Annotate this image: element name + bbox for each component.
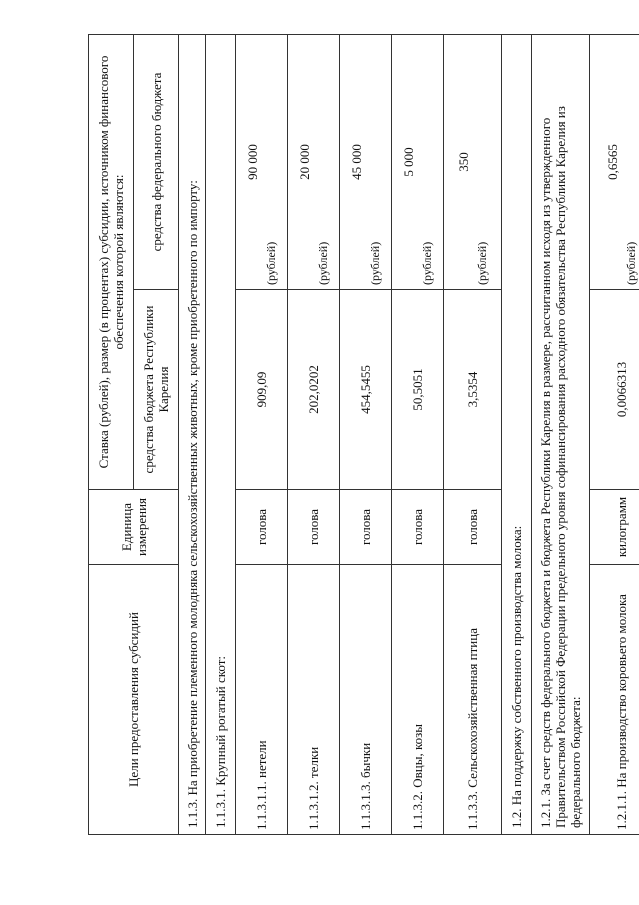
row-federal [392,34,444,289]
row-federal [288,34,340,289]
header-unit: Единица измерения [89,490,179,565]
federal-value: 45 000 [348,144,364,180]
header-rate: Ставка (рублей), размер (в процентах) субсидии, источником финансового обеспечения которой являются: [89,34,134,489]
row-suffix: (рублей) [315,241,330,285]
table-row [288,34,340,834]
row-federal [590,34,639,289]
row-goal: 1.1.3.3. Сельскохозяйственная птица [444,565,502,835]
row-regional: 50,5051 [392,290,444,490]
row-suffix: (рублей) [474,241,489,285]
table-row [236,34,288,834]
row-regional: 0,0066313 [590,290,639,490]
header-goals: Цели предоставления субсидий [89,565,179,835]
row-federal [236,34,288,289]
table-row [340,34,392,834]
section-1-2-1: 1.2.1. За счет средств федерального бюджета и бюджета Республики Карелия в размере, рассчитанном исходя из утвержденного Правительством Российской Федерации предельного уровня софинансирования расходного обязательства Республики Карелия из федерального бюджета: [532,34,590,834]
table-row [444,34,502,834]
section-1-2: 1.2. На поддержку собственного производства молока: [502,34,532,834]
row-regional: 909,09 [236,290,288,490]
row-unit: голова [392,490,444,565]
subsidy-table [88,34,639,835]
federal-value: 90 000 [244,144,260,180]
row-goal: 1.1.3.1.2. телки [288,565,340,835]
row-unit: голова [340,490,392,565]
row-federal [340,34,392,289]
row-unit: голова [288,490,340,565]
federal-value: 0,6565 [604,144,620,180]
row-suffix: (рублей) [263,241,278,285]
row-regional: 202,0202 [288,290,340,490]
section-1-1-3: 1.1.3. На приобретение племенного молодняка сельскохозяйственных животных, кроме приобретенного по импорту: [179,34,206,834]
row-suffix: (рублей) [367,241,382,285]
rotated-document-page [88,35,638,835]
federal-value: 350 [455,152,471,172]
section-1-1-3-1: 1.1.3.1. Крупный рогатый скот: [206,34,236,834]
row-unit: килограмм [590,490,639,565]
row-federal [444,34,502,289]
table-row [392,34,444,834]
federal-value: 5 000 [400,147,416,177]
table-row [590,34,639,834]
row-unit: голова [236,490,288,565]
row-goal: 1.1.3.2. Овцы, козы [392,565,444,835]
row-suffix: (рублей) [419,241,434,285]
row-goal: 1.1.3.1.3. бычки [340,565,392,835]
row-goal: 1.1.3.1.1. нетели [236,565,288,835]
row-unit: голова [444,490,502,565]
header-federal: средства федерального бюджета [134,34,179,289]
row-regional: 3,5354 [444,290,502,490]
row-suffix: (рублей) [623,241,638,285]
header-regional: средства бюджета Республики Карелия [134,290,179,490]
federal-value: 20 000 [296,144,312,180]
row-goal: 1.2.1.1. На производство коровьего молока [590,565,639,835]
row-regional: 454,5455 [340,290,392,490]
